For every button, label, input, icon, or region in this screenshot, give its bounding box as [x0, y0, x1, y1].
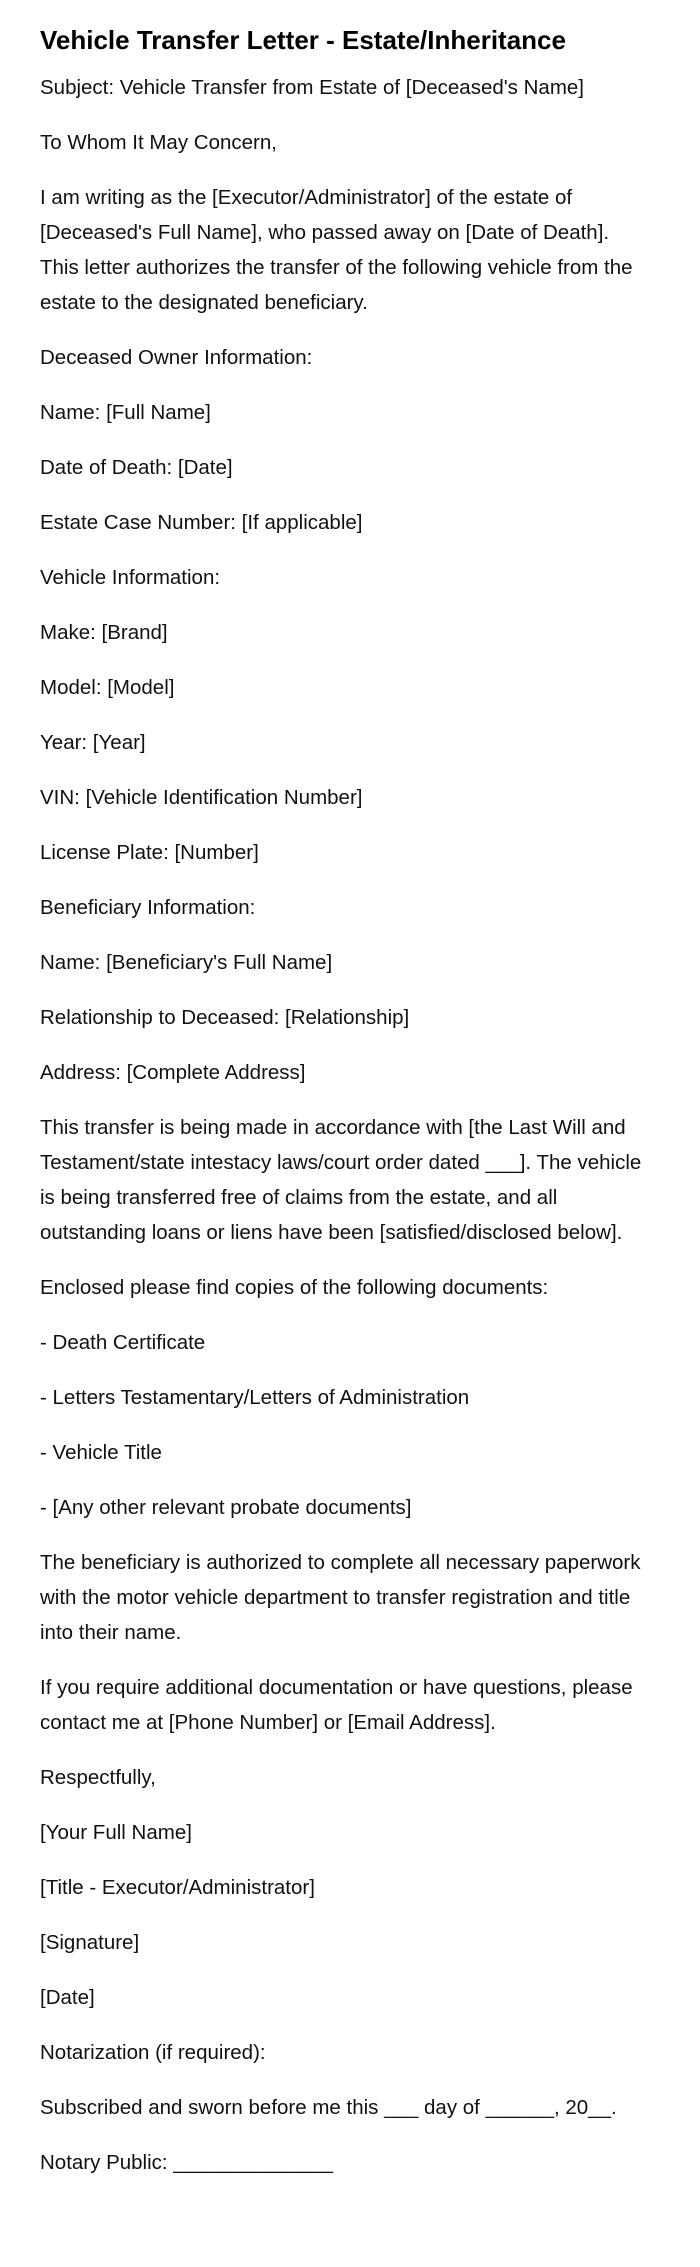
document-title: Vehicle Transfer Letter - Estate/Inheritance: [40, 25, 566, 55]
closing: Respectfully,: [40, 1766, 156, 1789]
deceased-date-line: Date of Death: [Date]: [40, 456, 233, 479]
vehicle-year-line: Year: [Year]: [40, 731, 146, 754]
vehicle-make-line: Make: [Brand]: [40, 621, 168, 644]
letter-body: [40, 70, 650, 2200]
deceased-section-heading: Deceased Owner Information:: [40, 346, 313, 369]
signer-title: [Title - Executor/Administrator]: [40, 1876, 315, 1899]
beneficiary-relationship-line: Relationship to Deceased: [Relationship]: [40, 1006, 410, 1029]
vehicle-plate-line: License Plate: [Number]: [40, 841, 259, 864]
subject-line: Subject: Vehicle Transfer from Estate of [Deceased's Name]: [40, 76, 585, 99]
authorization-paragraph: The beneficiary is authorized to complete all necessary paperwork with the motor vehicle department to transfer registration and title into their name.: [40, 1551, 641, 1644]
enclosure-item: - Death Certificate: [40, 1331, 206, 1354]
vehicle-vin-line: VIN: [Vehicle Identification Number]: [40, 786, 363, 809]
signature-line: [Signature]: [40, 1931, 140, 1954]
transfer-basis-paragraph: This transfer is being made in accordance with [the Last Will and Testament/state intestacy laws/court order dated ___]. The vehicle is being transferred free of claims from the estate, and all outstanding loans or liens have been [satisfied/disclosed below].: [40, 1116, 642, 1244]
sworn-statement: Subscribed and sworn before me this ___ day of ______, 20__.: [40, 2096, 617, 2119]
estate-case-line: Estate Case Number: [If applicable]: [40, 511, 363, 534]
notary-public-line: Notary Public: ______________: [40, 2151, 333, 2174]
intro-paragraph: I am writing as the [Executor/Administrator] of the estate of [Deceased's Full Name], who passed away on [Date of Death]. This letter authorizes the transfer of the following vehicle from the estate to the designated beneficiary.: [40, 186, 633, 314]
enclosures-heading: Enclosed please find copies of the following documents:: [40, 1276, 549, 1299]
notarization-heading: Notarization (if required):: [40, 2041, 266, 2064]
vehicle-section-heading: Vehicle Information:: [40, 566, 221, 589]
salutation: To Whom It May Concern,: [40, 131, 277, 154]
date-line: [Date]: [40, 1986, 95, 2009]
beneficiary-address-line: Address: [Complete Address]: [40, 1061, 306, 1084]
deceased-name-line: Name: [Full Name]: [40, 401, 211, 424]
beneficiary-name-line: Name: [Beneficiary's Full Name]: [40, 951, 333, 974]
beneficiary-section-heading: Beneficiary Information:: [40, 896, 256, 919]
vehicle-model-line: Model: [Model]: [40, 676, 175, 699]
signer-name: [Your Full Name]: [40, 1821, 192, 1844]
enclosure-item: - Vehicle Title: [40, 1441, 162, 1464]
enclosure-item: - [Any other relevant probate documents]: [40, 1496, 412, 1519]
enclosure-item: - Letters Testamentary/Letters of Administration: [40, 1386, 470, 1409]
contact-paragraph: If you require additional documentation or have questions, please contact me at [Phone Number] or [Email Address].: [40, 1676, 633, 1734]
